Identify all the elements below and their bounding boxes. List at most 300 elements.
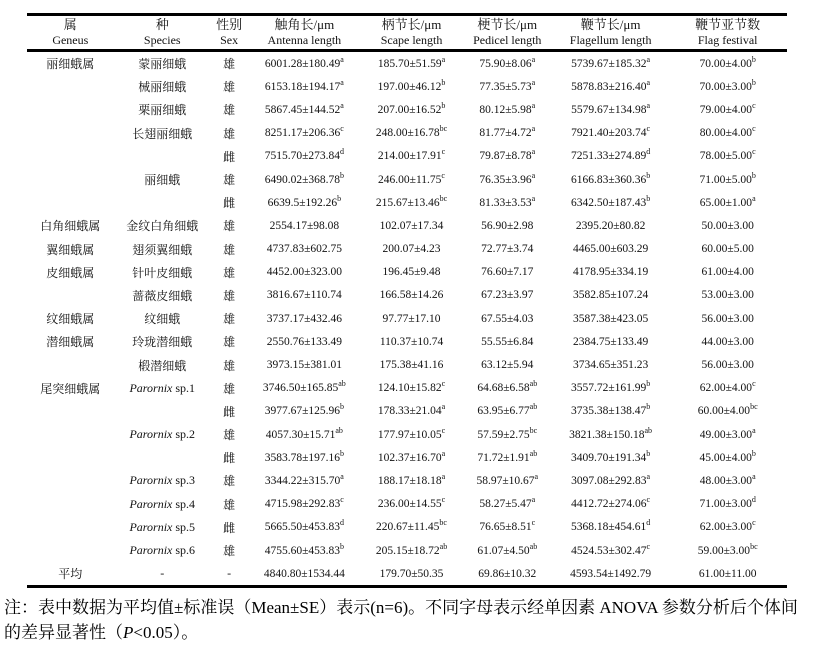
table-row <box>27 562 787 587</box>
scape-value: 177.97±10.05 <box>377 428 442 441</box>
antenna-value: 2554.17±98.08 <box>269 219 340 232</box>
table-row <box>27 191 787 214</box>
scape-cell <box>361 145 461 168</box>
significance-letter: ab <box>439 541 448 551</box>
table-row <box>27 423 787 446</box>
antenna-cell <box>247 516 361 539</box>
scape-cell <box>361 469 461 492</box>
species-cell <box>114 214 211 237</box>
flag-cell <box>668 377 787 400</box>
table-row <box>27 446 787 469</box>
sex-cell: 雄 <box>223 381 236 396</box>
scape-value: 179.70±50.35 <box>379 567 444 580</box>
header-row <box>27 15 787 51</box>
pedicel-value: 80.12±5.98 <box>479 103 532 116</box>
flag-value: 59.00±3.00 <box>697 544 751 557</box>
significance-letter: b <box>646 379 651 389</box>
significance-letter: c <box>441 379 446 389</box>
antenna-value: 4452.00±323.00 <box>266 266 343 279</box>
species-cell <box>114 75 211 98</box>
flagellum-cell <box>553 562 669 587</box>
genus-cell: 翼细蛾属 <box>46 242 95 257</box>
table-row <box>27 353 787 376</box>
pedicel-value: 69.86±10.32 <box>478 567 537 580</box>
pedicel-cell <box>462 377 553 400</box>
antenna-cell <box>247 307 361 330</box>
header-sex <box>211 15 247 51</box>
scape-value: 178.33±21.04 <box>377 405 442 418</box>
antenna-cell <box>247 539 361 562</box>
flag-cell <box>668 238 787 261</box>
significance-letter: c <box>646 124 651 134</box>
scape-value: 197.00±46.12 <box>377 80 442 93</box>
flagellum-value: 3821.38±150.18 <box>569 428 645 441</box>
sex-cell: 雄 <box>223 312 236 327</box>
sex-cell: - <box>227 566 232 581</box>
flagellum-value: 4524.53±302.47 <box>571 544 647 557</box>
significance-letter: a <box>752 425 756 435</box>
species-cell <box>114 145 211 168</box>
genus-cell <box>27 493 114 516</box>
table-row <box>27 469 787 492</box>
significance-letter: ab <box>338 379 346 389</box>
significance-letter: a <box>646 77 651 87</box>
flagellum-cell <box>553 261 669 284</box>
antenna-value: 3977.67±125.96 <box>264 405 341 418</box>
flag-cell <box>668 75 787 98</box>
flag-value: 56.00±3.00 <box>701 312 754 325</box>
scape-cell <box>361 400 461 423</box>
sex-cell: 雄 <box>223 544 236 559</box>
genus-cell: 潜细蛾属 <box>46 335 95 350</box>
pedicel-cell <box>462 423 553 446</box>
pedicel-cell <box>462 400 553 423</box>
significance-letter: ab <box>529 402 538 412</box>
scape-cell <box>361 191 461 214</box>
flagellum-cell <box>553 516 669 539</box>
scape-cell <box>361 493 461 516</box>
species-name: sp.5 <box>175 519 196 534</box>
genus-cell <box>27 284 114 307</box>
scape-value: 124.10±15.82 <box>377 382 442 395</box>
flagellum-cell <box>553 122 669 145</box>
sex-cell: 雄 <box>223 358 236 373</box>
scape-value: 102.07±17.34 <box>379 219 444 232</box>
species-cell <box>114 51 211 76</box>
pedicel-value: 58.97±10.67 <box>476 474 535 487</box>
significance-letter: a <box>340 101 344 111</box>
scape-value: 236.00±14.55 <box>377 498 442 511</box>
significance-letter: a <box>531 193 536 203</box>
significance-letter: b <box>646 448 651 458</box>
species-cell <box>114 307 211 330</box>
antenna-cell <box>247 238 361 261</box>
significance-letter: d <box>646 518 651 528</box>
sex-cell: 雄 <box>223 126 236 141</box>
table-row <box>27 238 787 261</box>
antenna-cell <box>247 51 361 76</box>
scape-cell <box>361 307 461 330</box>
scape-value: 246.00±11.75 <box>378 173 442 186</box>
significance-letter: a <box>441 54 446 64</box>
significance-letter: ab <box>529 541 538 551</box>
significance-letter: a <box>531 77 536 87</box>
pedicel-value: 63.12±5.94 <box>481 359 534 372</box>
significance-letter: b <box>751 448 756 458</box>
flagellum-value: 7251.33±274.89 <box>570 150 647 163</box>
pedicel-cell <box>462 238 553 261</box>
sex-cell: 雄 <box>223 57 236 72</box>
genus-cell: 纹细蛾属 <box>46 312 95 327</box>
significance-letter: c <box>441 495 446 505</box>
significance-letter: bc <box>439 124 448 134</box>
significance-letter: a <box>340 77 344 87</box>
significance-letter: b <box>646 402 651 412</box>
sex-cell: 雄 <box>223 335 236 350</box>
sex-cell: 雄 <box>223 103 236 118</box>
significance-letter: b <box>751 77 756 87</box>
scape-cell <box>361 238 461 261</box>
scape-cell <box>361 446 461 469</box>
significance-letter: c <box>752 124 756 134</box>
significance-letter: c <box>340 124 344 134</box>
antenna-cell <box>247 284 361 307</box>
antenna-cell <box>247 98 361 121</box>
table-row <box>27 539 787 562</box>
pedicel-value: 76.35±3.96 <box>479 173 532 186</box>
flagellum-value: 2395.20±80.82 <box>575 219 646 232</box>
scape-value: 110.37±10.74 <box>379 335 444 348</box>
header-flag-festival-en: Flag festival <box>697 33 758 48</box>
flagellum-value: 4178.95±334.19 <box>572 266 649 279</box>
sex-cell: 雄 <box>223 497 236 512</box>
flagellum-cell <box>553 168 669 191</box>
flag-value: 80.00±4.00 <box>699 127 753 140</box>
pedicel-value: 56.90±2.98 <box>481 219 534 232</box>
scape-value: 248.00±16.78 <box>375 127 440 140</box>
pedicel-value: 81.33±3.53 <box>479 196 532 209</box>
scape-value: 207.00±16.52 <box>377 103 442 116</box>
flag-value: 62.00±4.00 <box>699 382 753 395</box>
pedicel-cell <box>462 191 553 214</box>
antenna-value: 6001.28±180.49 <box>264 57 341 70</box>
significance-letter: ab <box>529 379 538 389</box>
flagellum-value: 4593.54±1492.79 <box>570 567 652 580</box>
genus-cell: 白角细蛾属 <box>40 219 101 234</box>
scape-value: 205.15±18.72 <box>375 544 440 557</box>
antenna-cell <box>247 191 361 214</box>
species-name: 长翅丽细蛾 <box>132 126 193 141</box>
flagellum-cell <box>553 400 669 423</box>
header-species-zh: 种 <box>155 17 169 33</box>
flagellum-value: 6342.50±187.43 <box>570 196 647 209</box>
significance-letter: b <box>340 402 345 412</box>
antenna-value: 6490.02±368.78 <box>264 173 341 186</box>
antenna-cell <box>247 214 361 237</box>
genus-cell <box>27 98 114 121</box>
header-sex-zh: 性别 <box>216 17 243 33</box>
table-row <box>27 377 787 400</box>
flagellum-value: 3097.08±292.83 <box>571 474 647 487</box>
scape-value: 196.45±9.48 <box>382 266 441 279</box>
flag-value: 60.00±4.00 <box>697 405 751 418</box>
header-flagellum-zh: 鞭节长/μm <box>580 17 641 33</box>
scape-value: 175.38±41.16 <box>379 359 444 372</box>
flagellum-value: 4412.72±274.06 <box>571 498 647 511</box>
scape-value: 102.37±16.70 <box>377 451 442 464</box>
table-row <box>27 168 787 191</box>
significance-letter: b <box>646 170 651 180</box>
flagellum-cell <box>553 145 669 168</box>
flag-cell <box>668 562 787 587</box>
antenna-value: 4840.80±1534.44 <box>263 567 345 580</box>
antenna-cell <box>247 423 361 446</box>
flagellum-value: 3582.85±107.24 <box>572 289 649 302</box>
species-cell <box>114 261 211 284</box>
header-flag-festival-zh: 鞭节亚节数 <box>695 17 761 33</box>
table-header <box>27 15 787 51</box>
species-genus-italic: Parornix <box>129 496 173 511</box>
header-antenna-zh: 触角长/μm <box>274 17 335 33</box>
significance-letter: b <box>340 170 345 180</box>
footnote-line2-pre: 后个体间的差异显著性（ <box>4 598 798 643</box>
significance-letter: a <box>531 495 536 505</box>
genus-cell <box>27 446 114 469</box>
sex-cell: 雌 <box>223 451 236 466</box>
flagellum-value: 5878.83±216.40 <box>571 80 647 93</box>
antenna-value: 5665.50±453.83 <box>264 521 341 534</box>
significance-letter: ab <box>644 425 653 435</box>
pedicel-cell <box>462 469 553 492</box>
antenna-cell <box>247 145 361 168</box>
header-sex-en: Sex <box>220 33 239 48</box>
flagellum-cell <box>553 307 669 330</box>
significance-letter: c <box>441 147 446 157</box>
significance-letter: a <box>441 472 446 482</box>
significance-letter: bc <box>750 402 758 412</box>
scape-value: 215.67±13.46 <box>375 196 440 209</box>
sex-cell: 雄 <box>223 219 236 234</box>
sex-cell: 雌 <box>223 404 236 419</box>
flag-cell <box>668 516 787 539</box>
species-cell <box>114 562 211 587</box>
flagellum-cell <box>553 423 669 446</box>
pedicel-cell <box>462 261 553 284</box>
paper-table-page <box>0 13 814 643</box>
flag-value: 78.00±5.00 <box>699 150 753 163</box>
header-antenna-en: Antenna length <box>267 33 342 48</box>
pedicel-value: 58.27±5.47 <box>479 498 532 511</box>
table-body <box>27 51 787 587</box>
genus-cell: 皮细蛾属 <box>46 265 95 280</box>
antenna-cell <box>247 400 361 423</box>
significance-letter: c <box>340 495 344 505</box>
pedicel-value: 75.90±8.06 <box>479 57 532 70</box>
species-cell <box>114 377 211 400</box>
flag-cell <box>668 400 787 423</box>
flag-cell <box>668 307 787 330</box>
significance-letter: a <box>646 54 651 64</box>
header-scape-zh: 柄节长/μm <box>381 17 442 33</box>
species-name: sp.1 <box>175 380 196 395</box>
table-row <box>27 400 787 423</box>
scape-cell <box>361 330 461 353</box>
flag-value: 61.00±11.00 <box>698 567 757 580</box>
flagellum-cell <box>553 191 669 214</box>
species-genus-italic: Parornix <box>129 543 173 558</box>
scape-cell <box>361 75 461 98</box>
pedicel-value: 76.65±8.51 <box>479 521 532 534</box>
flag-value: 60.00±5.00 <box>701 243 754 256</box>
species-cell <box>114 539 211 562</box>
genus-cell <box>27 423 114 446</box>
header-flagellum-en: Flagellum length <box>569 33 652 48</box>
species-name: 蒙丽细蛾 <box>138 57 187 72</box>
flag-value: 65.00±1.00 <box>699 196 753 209</box>
scape-cell <box>361 562 461 587</box>
scape-cell <box>361 214 461 237</box>
antenna-value: 8251.17±206.36 <box>264 127 341 140</box>
species-name: 丽细蛾 <box>144 173 181 188</box>
significance-letter: a <box>531 124 536 134</box>
pedicel-value: 72.77±3.74 <box>481 243 534 256</box>
genus-cell: 平均 <box>58 567 83 582</box>
scape-cell <box>361 539 461 562</box>
flag-value: 48.00±3.00 <box>699 474 753 487</box>
significance-letter: b <box>340 448 345 458</box>
footnote-p-symbol: P <box>123 623 134 643</box>
flagellum-cell <box>553 446 669 469</box>
scape-cell <box>361 51 461 76</box>
species-genus-italic: Parornix <box>129 380 173 395</box>
scape-value: 166.58±14.26 <box>379 289 444 302</box>
header-scape-en: Scape length <box>380 33 443 48</box>
flag-value: 70.00±4.00 <box>699 57 752 70</box>
header-scape-length <box>361 15 461 51</box>
header-flagellum-length <box>553 15 669 51</box>
pedicel-value: 57.59±2.75 <box>477 428 530 441</box>
significance-letter: a <box>441 448 446 458</box>
species-name: sp.4 <box>175 496 196 511</box>
header-flag-festival <box>668 15 787 51</box>
pedicel-value: 67.23±3.97 <box>481 289 534 302</box>
flagellum-value: 2384.75±133.49 <box>572 335 649 348</box>
antenna-value: 4755.60±453.83 <box>264 544 341 557</box>
pedicel-value: 76.60±7.17 <box>481 266 534 279</box>
antenna-value: 3583.78±197.16 <box>264 451 341 464</box>
significance-letter: a <box>531 101 536 111</box>
antenna-value: 7515.70±273.84 <box>264 150 341 163</box>
pedicel-cell <box>462 446 553 469</box>
header-pedicel-zh: 梗节长/μm <box>477 17 538 33</box>
pedicel-value: 55.55±6.84 <box>481 335 534 348</box>
genus-cell <box>27 469 114 492</box>
species-name: sp.2 <box>175 427 196 442</box>
significance-letter: b <box>337 193 342 203</box>
significance-letter: b <box>441 101 446 111</box>
species-name: 针叶皮细蛾 <box>132 265 193 280</box>
significance-letter: c <box>646 541 651 551</box>
flag-cell <box>668 98 787 121</box>
significance-letter: c <box>646 495 651 505</box>
significance-letter: d <box>340 518 345 528</box>
flagellum-cell <box>553 493 669 516</box>
significance-letter: ab <box>529 448 538 458</box>
antenna-cell <box>247 446 361 469</box>
pedicel-cell <box>462 307 553 330</box>
genus-cell <box>27 145 114 168</box>
pedicel-cell <box>462 539 553 562</box>
pedicel-cell <box>462 493 553 516</box>
antenna-value: 3344.22±315.70 <box>264 474 341 487</box>
table-row <box>27 284 787 307</box>
antenna-value: 6153.18±194.17 <box>264 80 341 93</box>
flag-value: 61.00±4.00 <box>701 266 754 279</box>
significance-letter: b <box>441 77 446 87</box>
species-name: 金纹白角细蛾 <box>126 219 199 234</box>
flag-cell <box>668 353 787 376</box>
significance-letter: a <box>531 54 536 64</box>
species-genus-italic: Parornix <box>129 519 173 534</box>
scape-value: 188.17±18.18 <box>377 474 442 487</box>
flag-value: 62.00±3.00 <box>699 521 753 534</box>
sex-cell: 雌 <box>223 196 236 211</box>
flag-cell <box>668 539 787 562</box>
table-row <box>27 145 787 168</box>
scape-cell <box>361 98 461 121</box>
pedicel-cell <box>462 145 553 168</box>
flagellum-value: 5368.18±454.61 <box>570 521 647 534</box>
header-species <box>114 15 211 51</box>
pedicel-value: 79.87±8.78 <box>479 150 532 163</box>
antenna-value: 3746.50±165.85 <box>262 382 339 395</box>
flag-value: 49.00±3.00 <box>699 428 753 441</box>
species-cell <box>114 516 211 539</box>
flag-value: 79.00±4.00 <box>699 103 753 116</box>
species-cell <box>114 400 211 423</box>
flagellum-value: 6166.83±360.36 <box>570 173 647 186</box>
antenna-cell <box>247 261 361 284</box>
flag-value: 44.00±3.00 <box>701 335 754 348</box>
species-cell <box>114 493 211 516</box>
antenna-cell <box>247 122 361 145</box>
sex-cell: 雄 <box>223 80 236 95</box>
table-row <box>27 493 787 516</box>
species-name: 纹细蛾 <box>144 312 181 327</box>
significance-letter: a <box>534 472 539 482</box>
genus-cell <box>27 400 114 423</box>
antenna-value: 4715.98±292.83 <box>264 498 341 511</box>
antenna-cell <box>247 493 361 516</box>
sex-cell: 雄 <box>223 242 236 257</box>
flagellum-value: 4465.00±603.29 <box>572 243 649 256</box>
pedicel-value: 67.55±4.03 <box>481 312 534 325</box>
species-name: 蔷薇皮细蛾 <box>132 288 193 303</box>
table-row <box>27 214 787 237</box>
header-pedicel-en: Pedicel length <box>473 33 542 48</box>
flagellum-cell <box>553 98 669 121</box>
flagellum-value: 3409.70±191.34 <box>570 451 647 464</box>
flag-cell <box>668 446 787 469</box>
measurement-table <box>27 13 787 588</box>
flagellum-value: 3587.38±423.05 <box>572 312 649 325</box>
table-row <box>27 261 787 284</box>
antenna-cell <box>247 330 361 353</box>
significance-letter: bc <box>439 518 447 528</box>
significance-letter: b <box>751 170 756 180</box>
table-row <box>27 122 787 145</box>
significance-letter: a <box>340 54 344 64</box>
